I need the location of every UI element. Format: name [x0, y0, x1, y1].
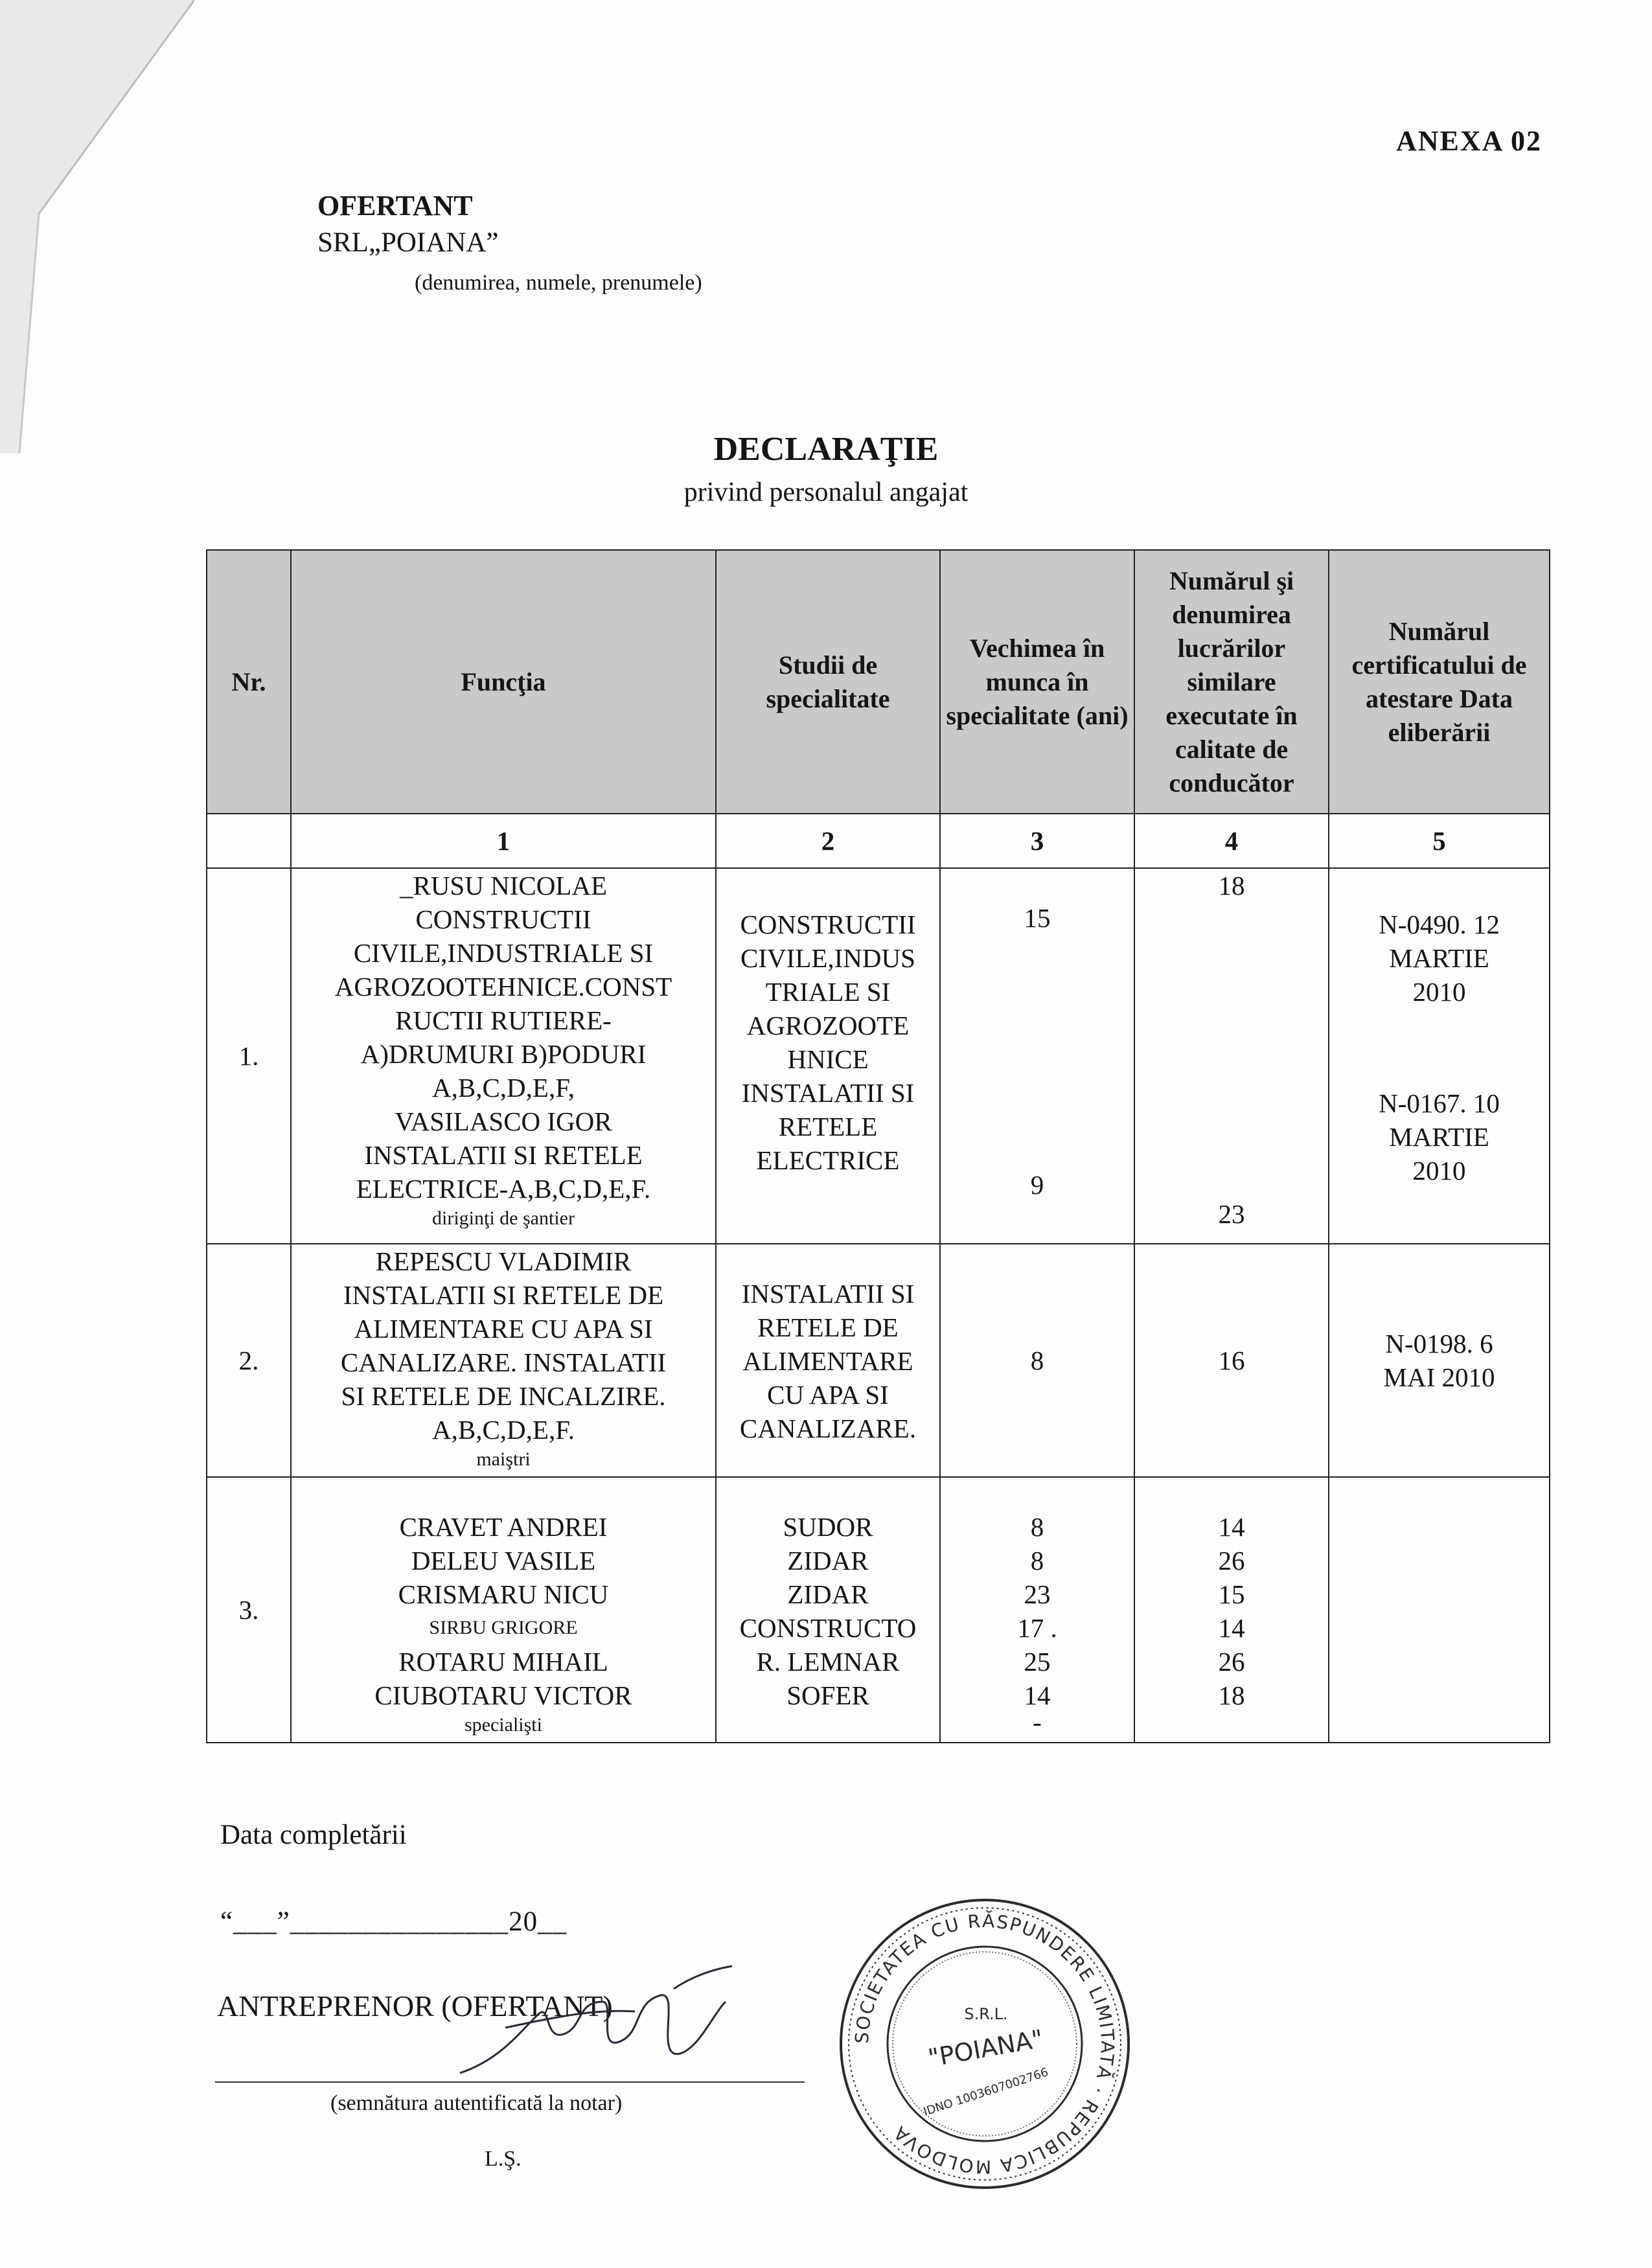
functia-line: A,B,C,D,E,F.	[432, 1415, 575, 1445]
functia-line: SI RETELE DE INCALZIRE.	[341, 1381, 666, 1411]
studii-line: RETELE	[778, 1112, 878, 1141]
bidder-name: SRL„POIANA”	[317, 227, 499, 258]
studii-line: AGROZOOTE	[746, 1011, 910, 1040]
functia-line: A)DRUMURI B)PODURI	[360, 1039, 647, 1069]
bidder-hint: (denumirea, numele, prenumele)	[415, 271, 702, 295]
ls-label: L.Ş.	[485, 2147, 522, 2171]
category-label: specialişti	[465, 1714, 542, 1735]
lucrari-value: 18	[1218, 1680, 1245, 1710]
signature-scribble	[441, 1963, 739, 2092]
signature-hint: (semnătura autentificată la notar)	[330, 2091, 623, 2115]
studii-cell	[716, 1244, 940, 1477]
lucrari-value: 16	[1218, 1346, 1245, 1375]
studii-line: CU APA SI	[767, 1380, 889, 1410]
table-header-row	[207, 550, 1550, 814]
studii-line: RETELE DE	[757, 1312, 899, 1342]
row-number: 2.	[207, 1244, 291, 1477]
page-fold-shadow	[0, 0, 194, 453]
certificat-line: MAI 2010	[1383, 1362, 1495, 1392]
stamp-company: "POIANA"	[926, 2024, 1046, 2073]
studii-cell	[716, 1477, 940, 1743]
functia-line: CIVILE,INDUSTRIALE SI	[353, 938, 654, 968]
column-number: 5	[1329, 814, 1550, 868]
personnel-table	[206, 549, 1550, 1743]
certificat-line: 2010	[1412, 1156, 1466, 1186]
column-number-empty	[207, 814, 291, 868]
studii-line: SUDOR	[783, 1512, 873, 1542]
contractor-label: ANTREPRENOR (OFERTANT)	[217, 1989, 613, 2022]
certificat-line: N-0490. 12	[1379, 910, 1500, 939]
certificat-cell	[1329, 1244, 1550, 1477]
column-number: 1	[291, 814, 716, 868]
studii-line: CONSTRUCTO	[739, 1613, 917, 1643]
header-nr: Nr.	[207, 550, 291, 814]
vechimea-value: 8	[1030, 1346, 1044, 1375]
column-number: 2	[716, 814, 940, 868]
row-number: 3.	[207, 1477, 291, 1743]
studii-line: ZIDAR	[787, 1546, 869, 1575]
functia-line: DELEU VASILE	[411, 1546, 596, 1575]
header-certificat: Numărul certificatului de atestare Data eliberării	[1329, 550, 1550, 814]
vechimea-value: 15	[1024, 903, 1051, 933]
lucrari-value: 26	[1218, 1546, 1245, 1575]
certificat-cell-empty	[1329, 1477, 1550, 1743]
studii-line: TRIALE SI	[765, 977, 891, 1007]
vechimea-cell	[940, 1244, 1134, 1477]
studii-line: CANALIZARE.	[739, 1414, 917, 1443]
functia-line: CONSTRUCTII	[415, 904, 591, 934]
vechimea-value: 17 .	[1017, 1613, 1057, 1643]
header-studii: Studii de specialitate	[716, 550, 940, 814]
functia-cell	[291, 868, 716, 1244]
lucrari-cell	[1134, 1477, 1329, 1743]
table-row	[207, 1244, 1550, 1477]
functia-line: ELECTRICE-A,B,C,D,E,F.	[356, 1174, 651, 1204]
certificat-cell	[1329, 868, 1550, 1244]
lucrari-value: 26	[1218, 1647, 1245, 1677]
vechimea-value: 9	[1030, 1170, 1044, 1200]
vechimea-cell	[940, 1477, 1134, 1743]
studii-line: ALIMENTARE	[742, 1346, 913, 1376]
declaration-subtitle: privind personalul angajat	[683, 477, 969, 507]
stamp-idno: IDNO 1003607002766	[921, 2065, 1050, 2119]
vechimea-cell	[940, 868, 1134, 1244]
functia-line: CRISMARU NICU	[398, 1579, 609, 1609]
studii-line: R. LEMNAR	[756, 1647, 900, 1677]
signature-line	[215, 2081, 805, 2083]
functia-line: INSTALATII SI RETELE DE	[343, 1280, 664, 1310]
certificat-line: MARTIE	[1389, 1122, 1489, 1152]
studii-line: ELECTRICE	[756, 1145, 900, 1175]
company-stamp	[836, 1895, 1134, 2193]
functia-line: ROTARU MIHAIL	[398, 1647, 608, 1677]
vechimea-value: 14	[1024, 1680, 1051, 1710]
row-number: 1.	[207, 868, 291, 1244]
category-label: maiştri	[476, 1449, 531, 1470]
vechimea-value: 8	[1030, 1546, 1044, 1575]
functia-line: A,B,C,D,E,F,	[432, 1073, 575, 1103]
vechimea-value: -	[1033, 1707, 1042, 1737]
functia-line: RUCTII RUTIERE-	[395, 1005, 612, 1035]
vechimea-value: 23	[1024, 1579, 1051, 1609]
completion-date-field: “___”_______________20__	[220, 1907, 568, 1937]
functia-cell	[291, 1477, 716, 1743]
stamp-outer-text: SOCIETATEA CU RĂSPUNDERE LIMITATĂ · REPUBLICA MOLDOVA	[851, 1910, 1119, 2178]
lucrari-value: 15	[1218, 1579, 1245, 1609]
completion-date-label: Data completării	[220, 1820, 407, 1850]
header-vechimea: Vechimea în munca în specialitate (ani)	[940, 550, 1134, 814]
functia-line: CRAVET ANDREI	[399, 1512, 608, 1542]
table-row	[207, 868, 1550, 1244]
column-number: 4	[1134, 814, 1329, 868]
studii-line: INSTALATII SI	[741, 1078, 915, 1108]
table-row	[207, 1477, 1550, 1743]
functia-line: CIUBOTARU VICTOR	[374, 1680, 632, 1710]
functia-cell	[291, 1244, 716, 1477]
lucrari-value: 14	[1218, 1512, 1245, 1542]
certificat-line: 2010	[1412, 977, 1466, 1007]
functia-line: SIRBU GRIGORE	[429, 1617, 578, 1638]
vechimea-value: 8	[1030, 1512, 1044, 1542]
vechimea-value: 25	[1024, 1647, 1051, 1677]
studii-line: HNICE	[787, 1044, 869, 1074]
studii-line: SOFER	[786, 1680, 869, 1710]
header-functia: Funcţia	[291, 550, 716, 814]
functia-line: _RUSU NICOLAE	[399, 871, 608, 900]
column-number-row	[207, 814, 1550, 868]
functia-line: CANALIZARE. INSTALATII	[340, 1347, 667, 1377]
annex-label: ANEXA 02	[1395, 125, 1542, 157]
certificat-line: N-0198. 6	[1385, 1329, 1493, 1358]
functia-line: AGROZOOTEHNICE.CONST	[334, 972, 672, 1002]
studii-cell	[716, 868, 940, 1244]
stamp-type: S.R.L.	[964, 2005, 1008, 2023]
declaration-title: DECLARAŢIE	[713, 431, 939, 468]
functia-line: REPESCU VLADIMIR	[375, 1246, 632, 1276]
header-numarul-lucrari: Numărul şi denumirea lucrărilor similare executate în calitate de conducător	[1134, 550, 1329, 814]
certificat-line: N-0167. 10	[1379, 1088, 1500, 1118]
studii-line: INSTALATII SI	[741, 1279, 915, 1309]
certificat-line: MARTIE	[1389, 943, 1489, 973]
functia-line: INSTALATII SI RETELE	[364, 1140, 643, 1170]
lucrari-value: 23	[1218, 1199, 1245, 1229]
studii-line: CIVILE,INDUS	[740, 943, 915, 973]
functia-line: ALIMENTARE CU APA SI	[354, 1314, 653, 1344]
bidder-label: OFERTANT	[317, 190, 473, 222]
lucrari-cell	[1134, 1244, 1329, 1477]
category-label: diriginţi de şantier	[432, 1208, 575, 1229]
studii-line: ZIDAR	[787, 1579, 869, 1609]
column-number: 3	[940, 814, 1134, 868]
lucrari-value: 14	[1218, 1613, 1245, 1643]
studii-line: CONSTRUCTII	[740, 910, 916, 939]
lucrari-value: 18	[1218, 871, 1245, 900]
functia-line: VASILASCO IGOR	[395, 1106, 612, 1136]
lucrari-cell	[1134, 868, 1329, 1244]
